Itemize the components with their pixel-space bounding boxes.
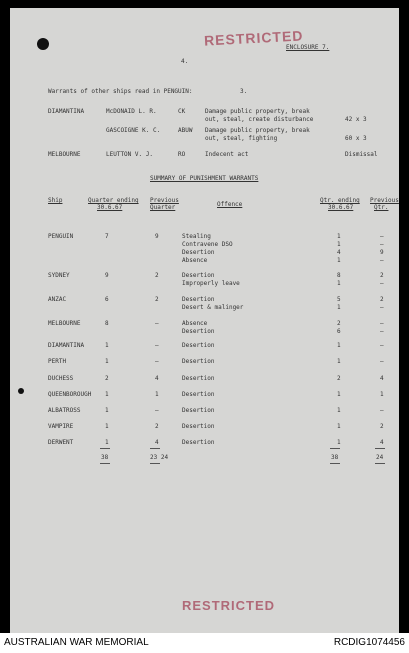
summary-ship: DERWENT [48,439,74,446]
summary-offence: Desertion [182,328,215,335]
enclosure-label: ENCLOSURE 7. [286,44,330,51]
warrant-award: Dismissal [345,151,378,158]
header-quarter-ending: Quarter ending [88,197,139,204]
summary-previous: 4 [155,439,159,446]
summary-ship: QUEENBOROUGH [48,391,92,398]
warrant-rate: RO [178,151,186,158]
summary-quarter: 7 [105,233,109,240]
summary-offence: Desertion [182,272,215,279]
summary-offence: Absence [182,257,208,264]
summary-prev-count: – [380,358,384,365]
total-rule [100,448,110,449]
summary-ship: VAMPIRE [48,423,74,430]
summary-offence: Desertion [182,296,215,303]
summary-prev-count: – [380,257,384,264]
warrant-offence: Damage public property, break [205,108,310,115]
summary-ship: PENGUIN [48,233,74,240]
summary-ship: PERTH [48,358,67,365]
summary-previous: 2 [155,272,159,279]
summary-offence: Desert & malinger [182,304,244,311]
summary-prev-count: – [380,304,384,311]
warrant-rate: ABUW [178,127,193,134]
warrant-name: McDONAID L. R. [106,108,157,115]
summary-qtr-count: 6 [337,328,341,335]
header-previous: Previous [150,197,179,204]
summary-offence: Improperly leave [182,280,240,287]
warrant-award: 42 x 3 [345,116,367,123]
summary-offence: Desertion [182,358,215,365]
summary-offence: Desertion [182,407,215,414]
footer-id: RCDIG1074456 [333,637,405,648]
total-quarter: 38 [101,454,109,461]
summary-prev-count: – [380,320,384,327]
summary-qtr-count: 2 [337,375,341,382]
total-rule [330,463,340,464]
summary-prev-count: – [380,407,384,414]
footer-source: AUSTRALIAN WAR MEMORIAL [4,637,149,648]
restricted-stamp-top: RESTRICTED [203,27,304,49]
header-qtr-ending-date: 30.6.67 [328,204,354,211]
summary-qtr-count: 1 [337,391,341,398]
summary-quarter: 1 [105,391,109,398]
warrant-name: LEUTTON V. J. [106,151,153,158]
total-rule [375,448,385,449]
header-quarter-ending-date: 30.6.67 [97,204,123,211]
header-qtr: Qtr. [374,204,389,211]
summary-offence: Desertion [182,375,215,382]
total-rule [100,463,110,464]
summary-qtr-count: 1 [337,280,341,287]
summary-ship: MELBOURNE [48,320,81,327]
summary-offence: Desertion [182,423,215,430]
summary-quarter: 1 [105,423,109,430]
summary-quarter: 6 [105,296,109,303]
summary-previous: – [155,358,159,365]
document-page [10,8,399,633]
summary-prev-count: 2 [380,272,384,279]
summary-offence: Absence [182,320,208,327]
summary-offence: Desertion [182,249,215,256]
summary-qtr-count: 1 [337,257,341,264]
summary-qtr-count: 5 [337,296,341,303]
summary-offence: Desertion [182,439,215,446]
summary-quarter: 1 [105,439,109,446]
header-offence: Offence [217,201,243,208]
summary-quarter: 2 [105,375,109,382]
summary-quarter: 1 [105,342,109,349]
punch-hole [37,38,49,50]
warrant-offence: Damage public property, break [205,127,310,134]
warrant-ship: MELBOURNE [48,151,81,158]
summary-offence: Desertion [182,391,215,398]
warrant-name: GASCOIGNE K. C. [106,127,161,134]
warrant-offence: out, steal, fighting [205,135,278,142]
summary-prev-count: 2 [380,296,384,303]
restricted-stamp-bottom: RESTRICTED [182,598,276,613]
summary-previous: 2 [155,423,159,430]
summary-quarter: 8 [105,320,109,327]
summary-qtr-count: 8 [337,272,341,279]
summary-previous: – [155,320,159,327]
summary-quarter: 9 [105,272,109,279]
summary-qtr-count: 1 [337,304,341,311]
summary-previous: – [155,342,159,349]
warrant-offence: out, steal, create disturbance [205,116,314,123]
summary-qtr-count: 1 [337,439,341,446]
punch-hole [18,388,24,394]
summary-prev-count: 1 [380,391,384,398]
archive-footer [0,633,409,653]
summary-qtr-count: 1 [337,342,341,349]
page-number: 4. [181,58,189,65]
total-qtr: 38 [331,454,339,461]
summary-prev-count: 4 [380,375,384,382]
summary-prev-count: 4 [380,439,384,446]
summary-quarter: 1 [105,358,109,365]
total-previous: 23 24 [150,454,169,461]
summary-qtr-count: 1 [337,407,341,414]
summary-qtr-count: 2 [337,320,341,327]
header-ship: Ship [48,197,63,204]
header-previous-qtr: Previous [370,197,399,204]
summary-ship: ALBATROSS [48,407,81,414]
total-rule [330,448,340,449]
summary-qtr-count: 1 [337,233,341,240]
summary-previous: 2 [155,296,159,303]
summary-qtr-count: 4 [337,249,341,256]
total-rule [150,448,160,449]
warrants-heading: Warrants of other ships read in PENGUIN: [48,88,193,95]
warrant-rate: CK [178,108,186,115]
summary-previous: 4 [155,375,159,382]
summary-qtr-count: 1 [337,358,341,365]
summary-offence: Contravene DSO [182,241,233,248]
warrant-ship: DIAMANTINA [48,108,85,115]
warrant-award: 60 x 3 [345,135,367,142]
summary-prev-count: – [380,280,384,287]
summary-prev-count: – [380,342,384,349]
total-prev-qtr: 24 [376,454,384,461]
warrant-offence: Indecent act [205,151,249,158]
total-rule [375,463,385,464]
summary-ship: ANZAC [48,296,67,303]
summary-ship: DUCHESS [48,375,74,382]
summary-prev-count: – [380,233,384,240]
summary-title: SUMMARY OF PUNISHMENT WARRANTS [150,175,259,182]
header-qtr-ending: Qtr. ending [320,197,360,204]
summary-prev-count: – [380,241,384,248]
summary-qtr-count: 1 [337,241,341,248]
summary-qtr-count: 1 [337,423,341,430]
summary-prev-count: – [380,328,384,335]
total-rule [150,463,160,464]
summary-offence: Stealing [182,233,211,240]
warrants-count: 3. [240,88,248,95]
summary-quarter: 1 [105,407,109,414]
summary-offence: Desertion [182,342,215,349]
summary-ship: SYDNEY [48,272,70,279]
summary-prev-count: 9 [380,249,384,256]
summary-ship: DIAMANTINA [48,342,85,349]
summary-previous: – [155,407,159,414]
summary-previous: 9 [155,233,159,240]
summary-prev-count: 2 [380,423,384,430]
header-quarter: Quarter [150,204,176,211]
summary-previous: 1 [155,391,159,398]
